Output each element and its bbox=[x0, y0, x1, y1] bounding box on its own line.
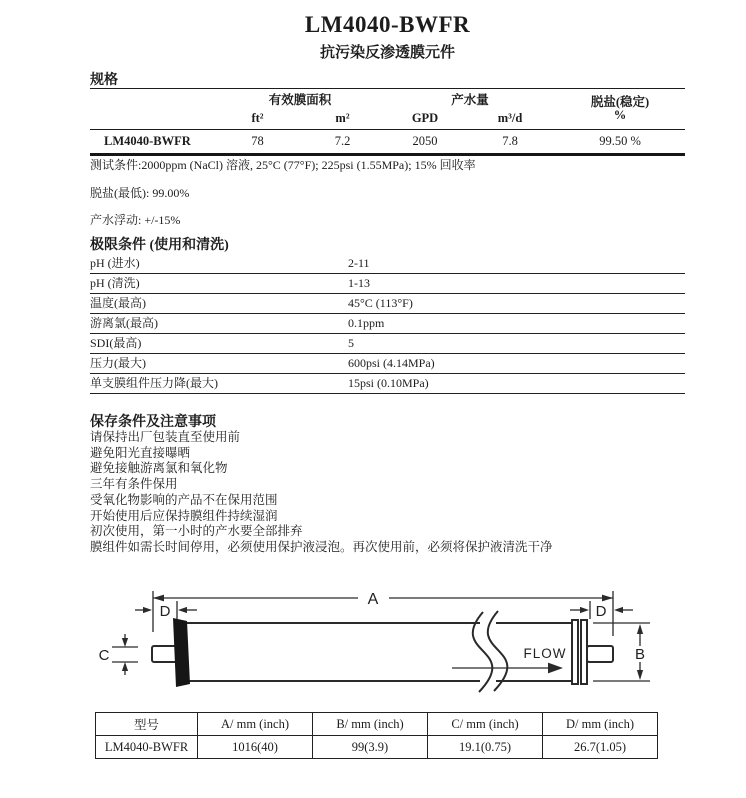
spec-section-heading: 规格 bbox=[90, 73, 118, 88]
arrowhead-c-bottom bbox=[122, 662, 128, 671]
dims-header-b: B/ mm (inch) bbox=[313, 713, 428, 736]
limits-table bbox=[90, 253, 685, 394]
limit-label: 游离氯(最高) bbox=[90, 313, 348, 333]
dimensions-table bbox=[95, 712, 658, 759]
dims-header-d: D/ mm (inch) bbox=[543, 713, 658, 736]
list-item: 膜组件如需长时间停用，必须使用保护液浸泡。再次使用前，必须将保护液清洗干净 bbox=[90, 539, 553, 554]
list-item: 受氧化物影响的产品不在保用范围 bbox=[90, 492, 278, 507]
limit-label: 单支膜组件压力降(最大) bbox=[90, 373, 348, 393]
dims-model-cell: LM4040-BWFR bbox=[96, 736, 198, 759]
table-row bbox=[90, 273, 685, 293]
title-block bbox=[90, 12, 685, 62]
spec-flow-group-header: 产水量 bbox=[451, 92, 489, 107]
spec-salt-value: 99.50 % bbox=[555, 130, 685, 155]
table-row bbox=[96, 736, 658, 759]
dims-header-a: A/ mm (inch) bbox=[198, 713, 313, 736]
dim-label-d-left: D bbox=[159, 603, 171, 620]
flow-arrowhead bbox=[548, 663, 563, 674]
dims-c-cell: 19.1(0.75) bbox=[428, 736, 543, 759]
spec-empty-cell bbox=[90, 109, 215, 130]
table-row bbox=[90, 313, 685, 333]
flow-label: FLOW bbox=[523, 646, 567, 661]
spec-salt-header-line2: % bbox=[613, 108, 627, 122]
spec-m3d-value: 7.8 bbox=[465, 130, 555, 155]
table-row bbox=[90, 333, 685, 353]
arrowhead-b-top bbox=[637, 624, 643, 634]
limit-value: 1-13 bbox=[348, 273, 685, 293]
permeate-tube-right bbox=[587, 646, 613, 662]
dim-label-a: A bbox=[367, 591, 379, 608]
arrowhead-d-right-inner bbox=[580, 607, 589, 613]
spec-m2-value: 7.2 bbox=[300, 130, 385, 155]
arrowhead-b-bottom bbox=[637, 670, 643, 680]
page-subtitle: 抗污染反渗透膜元件 bbox=[319, 45, 455, 61]
spec-unit-m3d: m³/d bbox=[465, 109, 555, 130]
dims-header-c: C/ mm (inch) bbox=[428, 713, 543, 736]
limit-label: pH (清洗) bbox=[90, 273, 348, 293]
brine-seal-cap bbox=[173, 618, 190, 687]
list-item: 初次使用，第一小时的产水要全部排弃 bbox=[90, 524, 303, 539]
spec-salt-header-line1: 脱盐(稳定) bbox=[590, 94, 650, 109]
list-item: 三年有条件保用 bbox=[90, 477, 178, 492]
min-rejection-note: 脱盐(最低): 99.00% bbox=[90, 185, 190, 200]
dims-b-cell: 99(3.9) bbox=[313, 736, 428, 759]
arrowhead-d-left-inner bbox=[178, 607, 187, 613]
limit-value: 45°C (113°F) bbox=[348, 293, 685, 313]
spec-table bbox=[90, 88, 685, 156]
spec-salt-header bbox=[555, 89, 685, 130]
table-row bbox=[90, 353, 685, 373]
spec-gpd-value: 2050 bbox=[385, 130, 465, 155]
limit-value: 600psi (4.14MPa) bbox=[348, 353, 685, 373]
flow-variation-note: 产水浮动: +/-15% bbox=[90, 213, 181, 227]
limit-value: 2-11 bbox=[348, 253, 685, 273]
spec-group-header-row bbox=[90, 89, 685, 109]
dim-label-d-right: D bbox=[595, 603, 607, 620]
dims-header-model: 型号 bbox=[96, 713, 198, 736]
dims-d-cell: 26.7(1.05) bbox=[543, 736, 658, 759]
dimensions-header-row bbox=[96, 713, 658, 736]
spec-area-group-header: 有效膜面积 bbox=[268, 92, 332, 107]
spec-ft2-value: 78 bbox=[215, 130, 300, 155]
membrane-element-diagram bbox=[80, 584, 680, 708]
spec-data-row bbox=[90, 130, 685, 155]
limits-section-heading: 极限条件 (使用和清洗) bbox=[90, 238, 229, 253]
dims-a-cell: 1016(40) bbox=[198, 736, 313, 759]
dim-label-c: C bbox=[98, 647, 110, 664]
permeate-tube-left bbox=[152, 646, 177, 662]
spec-notes bbox=[90, 156, 685, 239]
limit-value: 5 bbox=[348, 333, 685, 353]
storage-section-heading: 保存条件及注意事项 bbox=[90, 415, 216, 430]
spec-unit-gpd: GPD bbox=[385, 109, 465, 130]
page-title: LM4040-BWFR bbox=[304, 12, 471, 37]
arrowhead-a-right bbox=[602, 595, 613, 602]
list-item: 避免接触游离氯和氧化物 bbox=[90, 461, 228, 476]
list-item: 避免阳光直接曝晒 bbox=[90, 445, 191, 460]
arrowhead-d-right-outer bbox=[614, 607, 623, 613]
arrowhead-d-left-outer bbox=[143, 607, 152, 613]
dim-label-b: B bbox=[634, 646, 646, 663]
table-row bbox=[90, 253, 685, 273]
limit-value: 15psi (0.10MPa) bbox=[348, 373, 685, 393]
arrowhead-a-left bbox=[153, 595, 164, 602]
spec-model-cell: LM4040-BWFR bbox=[90, 130, 215, 155]
spec-empty-cell bbox=[90, 89, 215, 109]
list-item: 请保持出厂包装直至使用前 bbox=[90, 430, 241, 444]
arrowhead-c-top bbox=[122, 638, 128, 647]
limit-label: 压力(最大) bbox=[90, 353, 348, 373]
limit-value: 0.1ppm bbox=[348, 313, 685, 333]
limit-label: SDI(最高) bbox=[90, 333, 348, 353]
spec-unit-m2: m² bbox=[300, 109, 385, 130]
storage-notes bbox=[90, 430, 710, 556]
list-item: 开始使用后应保持膜组件持续湿润 bbox=[90, 508, 278, 523]
end-ring-outer bbox=[572, 620, 578, 684]
limit-label: pH (进水) bbox=[90, 253, 348, 273]
spec-unit-ft2: ft² bbox=[215, 109, 300, 130]
table-row bbox=[90, 293, 685, 313]
limit-label: 温度(最高) bbox=[90, 293, 348, 313]
table-row bbox=[90, 373, 685, 393]
test-conditions-note: 测试条件:2000ppm (NaCl) 溶液, 25°C (77°F); 225psi (1.55MPa); 15% 回收率 bbox=[90, 158, 476, 172]
